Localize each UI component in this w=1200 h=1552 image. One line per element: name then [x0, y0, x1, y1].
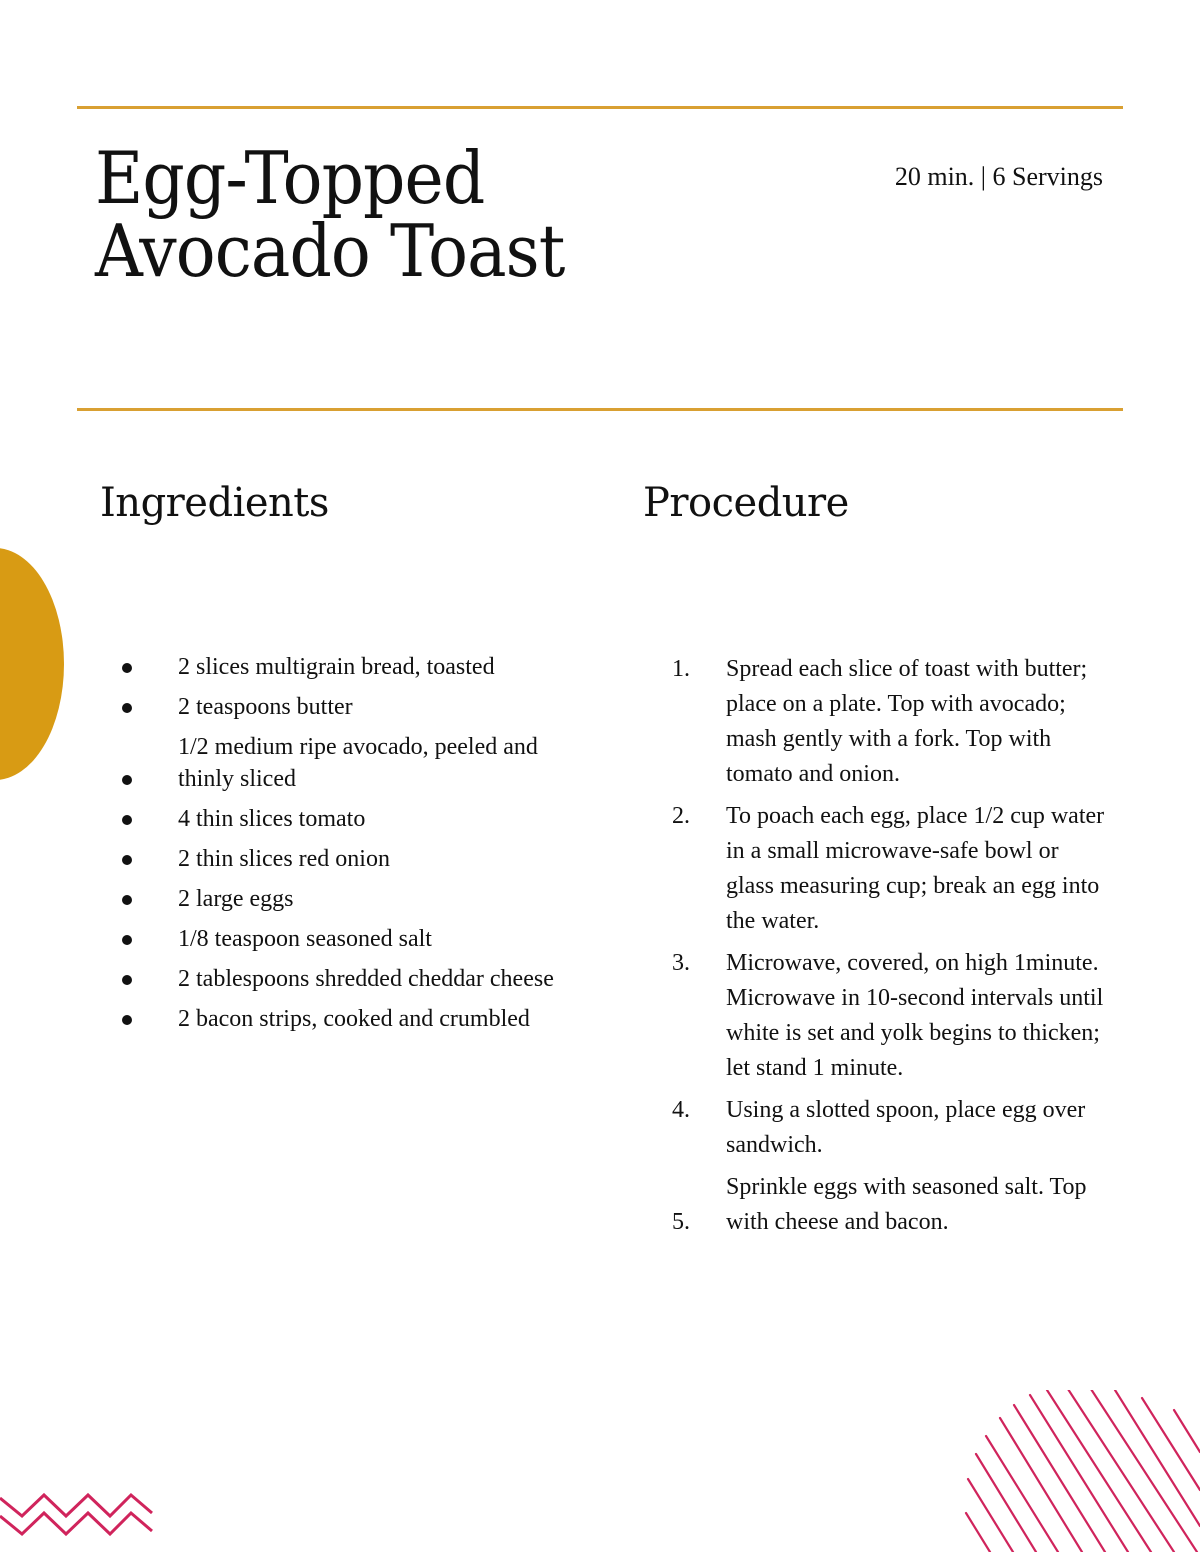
ingredient-text: 1/2 medium ripe avocado, peeled and thinly sliced — [178, 734, 538, 792]
ingredient-item — [118, 691, 558, 723]
procedure-step — [670, 946, 1110, 1086]
bullet-icon — [122, 815, 132, 825]
step-text: Microwave, covered, on high 1minute. Microwave in 10-second intervals until white is set and yolk begins to thicken; let stand 1 minute. — [726, 950, 1104, 1081]
procedure-step — [670, 1093, 1110, 1163]
step-number: 3. — [672, 950, 690, 976]
ingredient-text: 2 thin slices red onion — [178, 846, 390, 872]
step-text: Using a slotted spoon, place egg over sandwich. — [726, 1097, 1086, 1158]
procedure-step — [670, 652, 1110, 792]
bullet-icon — [122, 1015, 132, 1025]
procedure-list — [670, 652, 1110, 1247]
recipe-meta: 20 min. | 6 Servings — [894, 162, 1103, 191]
bullet-icon — [122, 895, 132, 905]
bullet-icon — [122, 935, 132, 945]
bullet-icon — [122, 775, 132, 785]
ingredient-text: 2 teaspoons butter — [178, 694, 353, 720]
ingredient-item — [118, 883, 558, 915]
bullet-icon — [122, 663, 132, 673]
step-text: Spread each slice of toast with butter; place on a plate. Top with avocado; mash gently with a fork. Top with tomato and onion. — [726, 656, 1088, 787]
bullet-icon — [122, 975, 132, 985]
ingredient-item — [118, 843, 558, 875]
step-text: Sprinkle eggs with seasoned salt. Top with cheese and bacon. — [726, 1174, 1087, 1235]
top-divider — [77, 106, 1123, 109]
title-line-1: Egg-Topped — [95, 136, 485, 220]
ingredient-text: 2 tablespoons shredded cheddar cheese — [178, 966, 554, 992]
ingredients-list — [118, 651, 558, 1043]
ingredient-item — [118, 923, 558, 955]
ingredient-item — [118, 803, 558, 835]
ingredient-text: 2 large eggs — [178, 886, 294, 912]
zigzag-decoration — [0, 1492, 160, 1552]
title-line-2: Avocado Toast — [95, 209, 565, 293]
procedure-step — [670, 1170, 1110, 1240]
step-number: 2. — [672, 803, 690, 829]
step-number: 4. — [672, 1097, 690, 1123]
procedure-heading: Procedure — [643, 480, 849, 526]
step-number: 5. — [672, 1209, 690, 1235]
half-circle-decoration — [0, 548, 64, 780]
ingredient-item — [118, 731, 558, 795]
diagonal-stripes-decoration — [960, 1390, 1200, 1552]
step-number: 1. — [672, 656, 690, 682]
ingredient-text: 1/8 teaspoon seasoned salt — [178, 926, 432, 952]
bullet-icon — [122, 855, 132, 865]
recipe-title — [95, 136, 565, 293]
ingredients-heading: Ingredients — [100, 480, 329, 526]
step-text: To poach each egg, place 1/2 cup water in a small microwave-safe bowl or glass measuring cup; break an egg into the water. — [726, 803, 1105, 934]
procedure-step — [670, 799, 1110, 939]
ingredient-text: 2 slices multigrain bread, toasted — [178, 654, 495, 680]
ingredient-text: 4 thin slices tomato — [178, 806, 366, 832]
ingredient-item — [118, 963, 558, 995]
ingredient-item — [118, 1003, 558, 1035]
ingredient-text: 2 bacon strips, cooked and crumbled — [178, 1006, 530, 1032]
ingredient-item — [118, 651, 558, 683]
middle-divider — [77, 408, 1123, 411]
bullet-icon — [122, 703, 132, 713]
